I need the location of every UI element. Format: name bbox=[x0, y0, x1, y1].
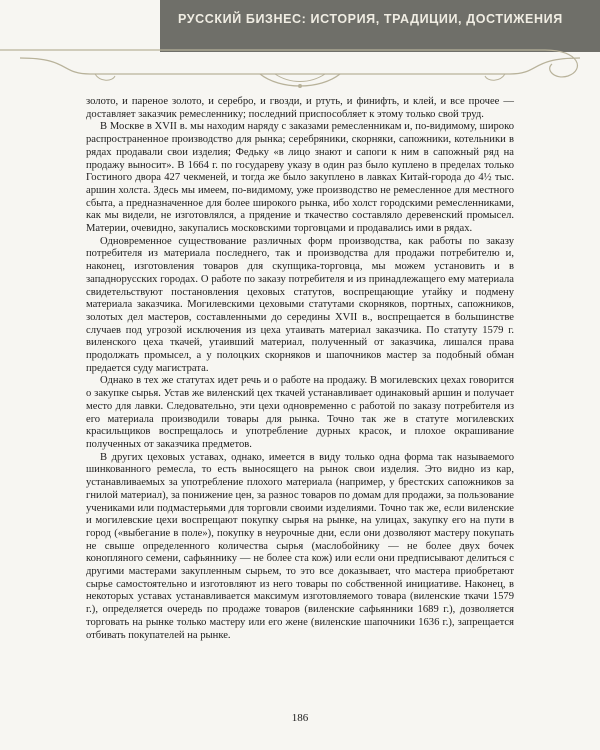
header-ornament bbox=[0, 40, 600, 95]
paragraph: Одновременное существование различных форм производства, как работы по заказу потребителя из материала последнего, так и производства для продажи потребителю и, наконец, изготовления товаров для скупщика-торговца, мы можем установить и в западнорусских городах. О работе по заказу потребителя и из принадлежащего ему материала свидетельствуют постановления цеховых статутов, воспрещающие утайку и подмену материала заказчика. Могилевскими цеховыми статутами скорняков, портных, сапожников, золотых дел мастеров, составленными до середины XVII в., воспрещается в большинстве случаев под угрозой исключения из цеха утаивать материал заказчика. По статуту 1579 г. виленского цеха ткачей, утаивший материал, полученный от заказчика, лишался права продолжать промысел, а у полоцких скорняков и шапочников мастер за подобный обман предается суду магистрата. bbox=[86, 235, 514, 374]
paragraph: Однако в тех же статутах идет речь и о работе на продажу. В могилевских цехах говорится о закупке сырья. Устав же виленский цех ткачей устанавливает одинаковый аршин и получает место для лавки. Следовательно, эти цехи одновременно с работой по заказу потребителя из его материала производили товары для рынка. Точно так же в статуте могилевских красильщиков воспрещалось и употребление дурных красок, и плохое окрашивание полученных от заказчика предметов. bbox=[86, 375, 514, 450]
body-text bbox=[86, 96, 514, 642]
running-header-title: РУССКИЙ БИЗНЕС: ИСТОРИЯ, ТРАДИЦИИ, ДОСТИЖЕНИЯ bbox=[178, 12, 563, 26]
paragraph: В Москве в XVII в. мы находим наряду с заказами ремесленникам и, по-видимому, широко распространенное производство для рынка; серебряники, скорняки, сапожники, котельники в рядах продавали свои изделия; Федьку «в лицо знают и сапоги к ним в сапожный ряд на продажу выносит». В 1664 г. по государеву указу в один раз было куплено в пределах только Гостиного двора 427 чекменей, и тогда же было закуплено в лавках Китай-города до 4½ тыс. аршин холста. Здесь мы имеем, по-видимому, уже производство не ремесленное для местного сбыта, а предназначенное для более широкого рынка, ибо холст городскими ремесленниками, как мы видели, не изготовлялся, а прядение и ткачество составляло деревенский промысел. Материи, очевидно, закупались московскими торговцами и продавались ими в рядах. bbox=[86, 121, 514, 235]
paragraph: золото, и пареное золото, и серебро, и гвозди, и ртуть, и финифть, и клей, и все прочее — доставляет заказчик ремесленнику; последний приспособляет к этому только свой труд. bbox=[86, 96, 514, 120]
paragraph: В других цеховых уставах, однако, имеется в виду только одна форма так называемого шинкованного ремесла, то есть выносящего на рынок свои изделия. Это видно из кар, устанавливаемых за употребление плохого материала (например, у брестских сапожников за гнилой материал), за понижение цен, за разнос товаров по домам для продажи, за пользование учениками или подмастерьями для торговли своими изделиями. Точно так же, если виленские и могилевские цехи воспрещают покупку сырья на рынке, на улицах, закупку его на пути в город («выбегание в поле»), покупку в неурочные дни, если они дозволяют мастеру покупать не свыше определенного количества сырья (маслобойнику — не более двух бочек конопляного семени, сафьяннику — не более ста кож) или если они предписывают делиться с другими мастерами закупленным сырьем, то это все доказывает, что мастера приобретают сырье самостоятельно и изготовляют из него товары по собственной инициативе. Наконец, в некоторых уставах устанавливается максимум изготовляемого товара (виленские ткачи 1579 г.), определяется очередь по продаже товаров (виленские сафьянники 1689 г.), дозволяется торговать на рынке только мастеру или его жене (виленские шапочники 1636 г.), запрещается отбивать покупателей на рынке. bbox=[86, 451, 514, 641]
page-number: 186 bbox=[291, 712, 309, 724]
